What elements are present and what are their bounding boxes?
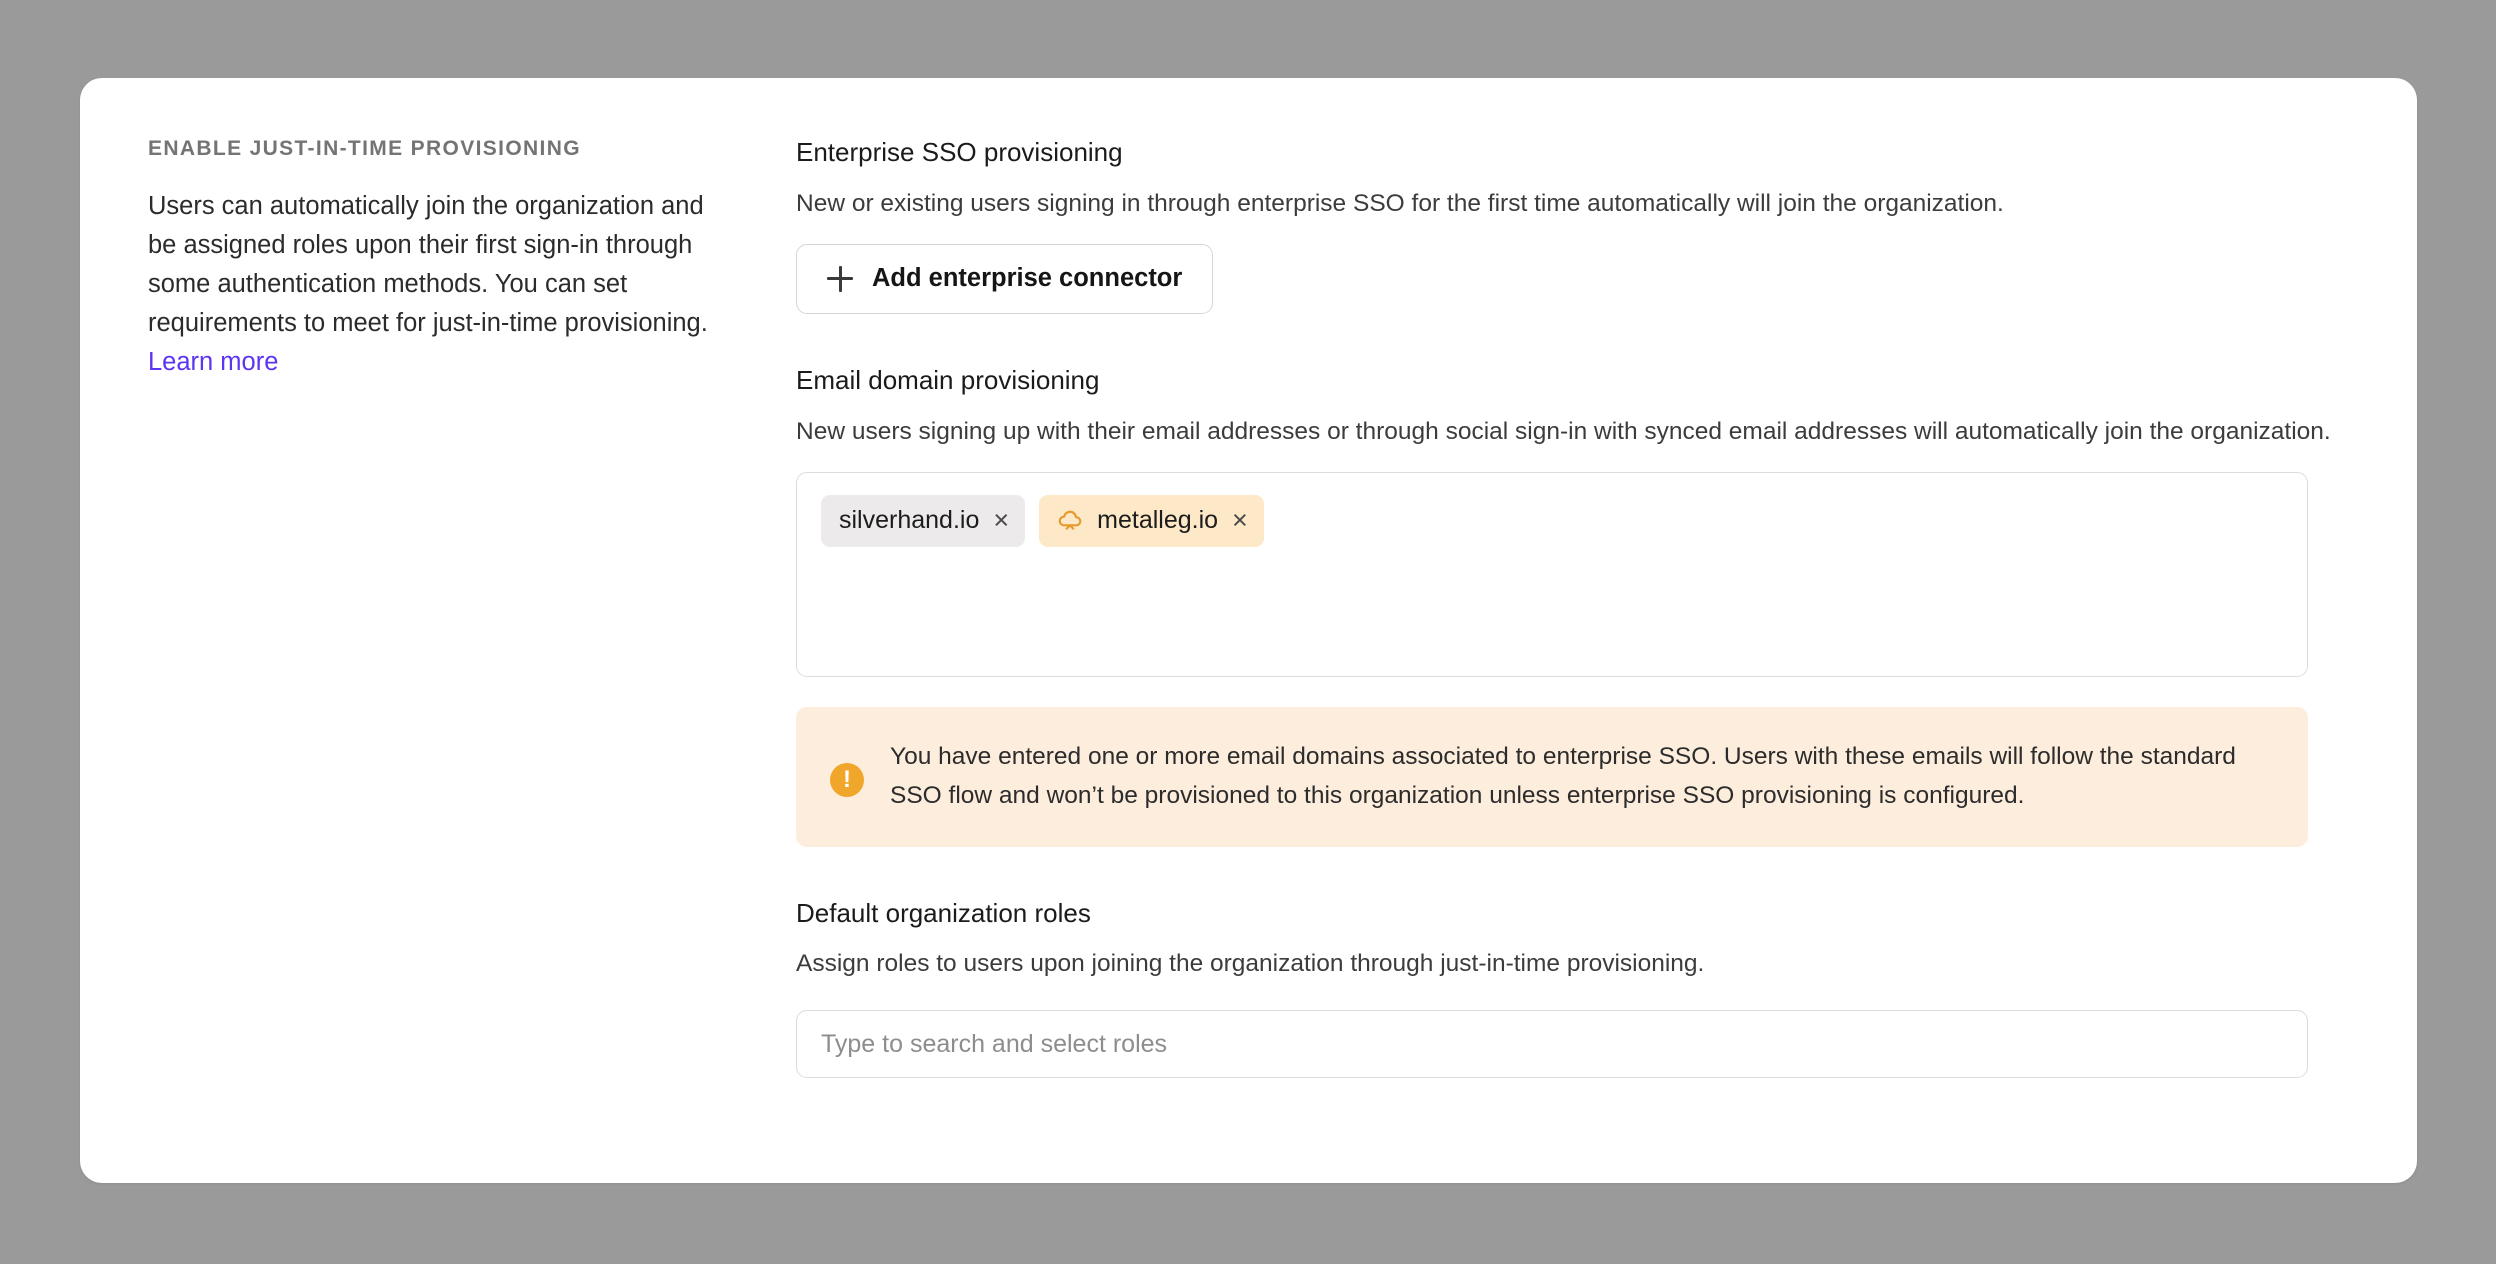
default-roles-description: Assign roles to users upon joining the organization through just-in-time provisioning. xyxy=(796,950,1705,978)
email-domain-tag-list xyxy=(821,495,2283,547)
add-enterprise-connector-button[interactable] xyxy=(796,244,1213,314)
email-domain-tag[interactable] xyxy=(1039,495,1264,547)
email-domain-block xyxy=(796,364,2349,847)
cloud-warning-icon xyxy=(1057,508,1083,534)
warning-icon: ! xyxy=(830,763,864,797)
learn-more-link[interactable]: Learn more xyxy=(148,348,279,377)
email-domain-tag-label: silverhand.io xyxy=(839,506,980,535)
section-eyebrow: ENABLE JUST-IN-TIME PROVISIONING xyxy=(148,137,581,160)
close-icon[interactable]: × xyxy=(993,505,1010,536)
default-roles-title: Default organization roles xyxy=(796,897,1091,928)
settings-fields-column xyxy=(768,136,2349,1078)
email-domain-tag-label: metalleg.io xyxy=(1097,506,1219,535)
settings-card xyxy=(80,78,2417,1183)
sso-domain-warning-text: You have entered one or more email domains associated to enterprise SSO. Users with these emails will follow the standard SSO flow and won’t be provisioned to this organization unless enterprise SSO provisioning is configured. xyxy=(890,742,2236,809)
email-domain-tag[interactable] xyxy=(821,495,1025,547)
default-roles-search-input[interactable] xyxy=(796,1010,2308,1078)
card-content xyxy=(80,78,2417,1078)
default-roles-block xyxy=(796,897,2349,1079)
add-enterprise-connector-label: Add enterprise connector xyxy=(872,264,1183,293)
section-description-column xyxy=(148,136,768,1078)
email-domain-description: New users signing up with their email addresses or through social sign-in with synced email addresses will automatically join the organization. xyxy=(796,417,2331,445)
enterprise-sso-block xyxy=(796,136,2349,314)
spacer xyxy=(796,847,2349,897)
spacer xyxy=(796,314,2349,364)
section-description-text: Users can automatically join the organization and be assigned roles upon their first sign-in through some authentication methods. You can set requirements to meet for just-in-time provisioning. xyxy=(148,192,708,338)
email-domain-input[interactable] xyxy=(796,472,2308,677)
sso-domain-warning-alert xyxy=(796,707,2308,847)
section-description xyxy=(148,187,708,382)
email-domain-title: Email domain provisioning xyxy=(796,364,1100,395)
enterprise-sso-title: Enterprise SSO provisioning xyxy=(796,137,1123,167)
enterprise-sso-description: New or existing users signing in through enterprise SSO for the first time automatically will join the organization. xyxy=(796,189,2004,217)
close-icon[interactable]: × xyxy=(1232,505,1248,536)
plus-icon xyxy=(827,266,853,292)
